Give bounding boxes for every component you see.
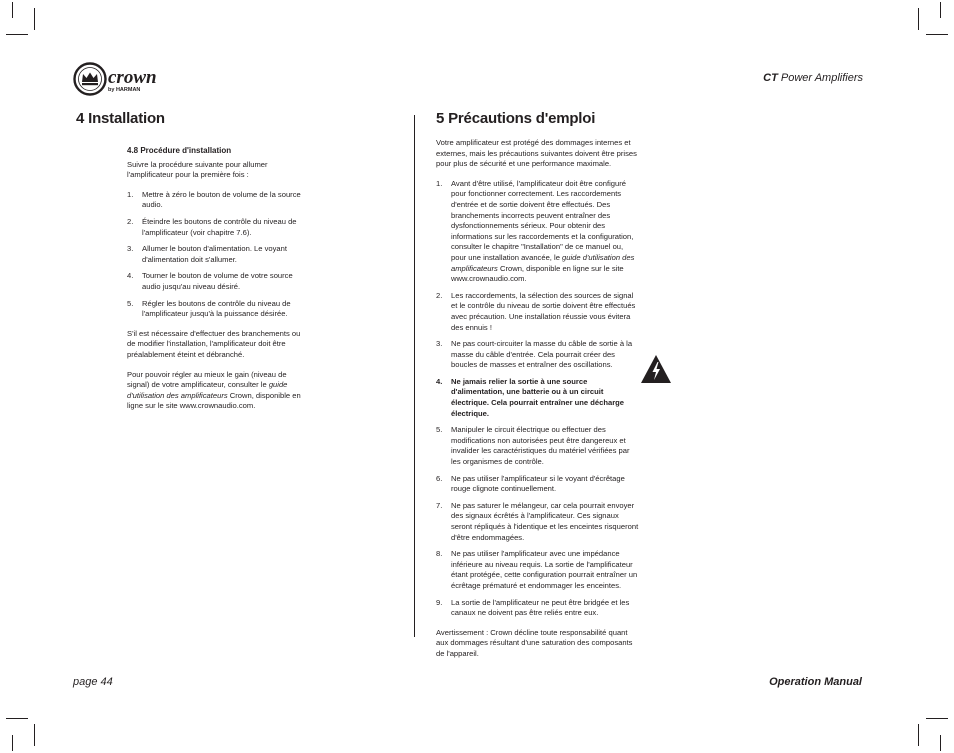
list-item: 2. Éteindre les boutons de contrôle du niveau de l'amplificateur (voir chapitre 7.6). [127,216,297,237]
crop-mark [6,34,28,35]
electric-shock-warning-icon [640,354,672,384]
list-item: 6. Ne pas utiliser l'amplificateur si le voyant d'écrêtage rouge clignote continuellement. [436,473,625,494]
list-item: 2. Les raccordements, la sélection des sources de signal et le contrôle du niveau de sortie doivent être effectués avec précaution. Une installation réussie vous évitera des ennuis ! [436,290,636,332]
column-divider [414,115,415,637]
installation-column [127,146,305,421]
gain-paragraph: Pour pouvoir régler au mieux le gain (niveau de signal) de votre amplificateur, consulter le guide d'utilisation des amplificateurs Crown, disponible en ligne sur le site www.crownaudio.com. [127,369,301,411]
guide-reference: guide d'utilisation des amplificateurs [127,380,288,400]
subsection-heading: 4.8 Procédure d'installation [127,146,232,155]
section-title-precautions: 5 Précautions d'emploi [436,110,596,127]
crown-logo [73,62,183,98]
brand-wordmark: crown [108,67,157,88]
crop-mark [926,718,948,719]
list-item: 1. Avant d'être utilisé, l'amplificateur doit être configuré pour fonctionner correctement. Les raccordements d'entrée et de sortie doivent être effectués. Des branchements incorrects peuvent entraîner des dysfonctionnements sérieux. Pour obtenir des informations sur les raccordements et la configuration, consulter le chapitre "Installation" de ce manuel ou, pour une installation avancée, le guide d'utilisation des amplificateurs Crown, disponible en ligne sur le site www.crownaudio.com. [436,178,635,284]
list-item: 3. Allumer le bouton d'alimentation. Le voyant d'alimentation doit s'allumer. [127,244,287,264]
crop-mark [34,8,35,30]
precautions-column [436,138,640,669]
list-item: 7. Ne pas saturer le mélangeur, car cela pourrait envoyer des signaux écrêtés à l'amplificateur. Ces signaux seront répliqués à l'identique et les enceintes risqueront d'être endommagées. [436,500,639,542]
warning-list-item: 4. Ne jamais relier la sortie à une source d'alimentation, une batterie ou à un circuit électrique. Cela pourrait entraîner une décharge électrique. [436,376,625,418]
list-item: 3. Ne pas court-circuiter la masse du câble de sortie à la masse du câble d'entrée. Cela pourrait créer des boucles de masses et entraîner des oscillations. [436,339,633,370]
crop-mark [918,724,919,746]
disclaimer-paragraph: Avertissement : Crown décline toute responsabilité quant aux dommages résultant d'une saturation des composants de l'appareil. [436,627,633,658]
list-item: 5. Manipuler le circuit électrique ou effectuer des modifications non autorisées peut être dangereux et invalider les caractéristiques du matériel vérifiées par les organismes de contrôle. [436,425,630,467]
product-code: CT [763,72,778,84]
crop-mark [34,724,35,746]
product-name: Power Amplifiers [777,72,863,84]
manual-title: Operation Manual [769,676,862,688]
page-number: page 44 [73,676,113,688]
reset-paragraph: S'il est nécessaire d'effectuer des branchements ou de modifier l'installation, l'amplificateur doit être préalablement éteint et débranché. [127,328,301,359]
crop-mark [918,8,919,30]
crop-mark [940,735,941,751]
intro-paragraph: Votre amplificateur est protégé des dommages internes et externes, mais les précautions suivantes doivent être prises pour plus de sécurité et une performance maximale. [436,138,637,169]
crop-mark [12,2,13,18]
crop-mark [6,718,28,719]
header-product [763,72,863,84]
guide-reference: guide d'utilisation des amplificateurs [451,252,635,273]
list-item: 4. Tourner le bouton de volume de votre source audio jusqu'au niveau désiré. [127,271,293,291]
brand-sub: by HARMAN [108,87,141,93]
list-item: 1. Mettre à zéro le bouton de volume de la source audio. [127,189,301,210]
section-title-installation: 4 Installation [76,110,165,127]
crop-mark [940,2,941,18]
intro-paragraph: Suivre la procédure suivante pour allumer l'amplificateur pour la première fois : [127,159,268,180]
list-item: 9. La sortie de l'amplificateur ne peut être bridgée et les canaux ne doivent pas être reliés entre eux. [436,597,630,618]
list-item: 5. Régler les boutons de contrôle du niveau de l'amplificateur jusqu'à la puissance désirée. [127,298,291,319]
crop-mark [12,735,13,751]
crop-mark [926,34,948,35]
list-item: 8. Ne pas utiliser l'amplificateur avec une impédance inférieure au niveau requis. La sortie de l'amplificateur étant protégée, cette configuration pourrait entraîner un écrêtage prématuré et endommager les enceintes. [436,549,638,590]
